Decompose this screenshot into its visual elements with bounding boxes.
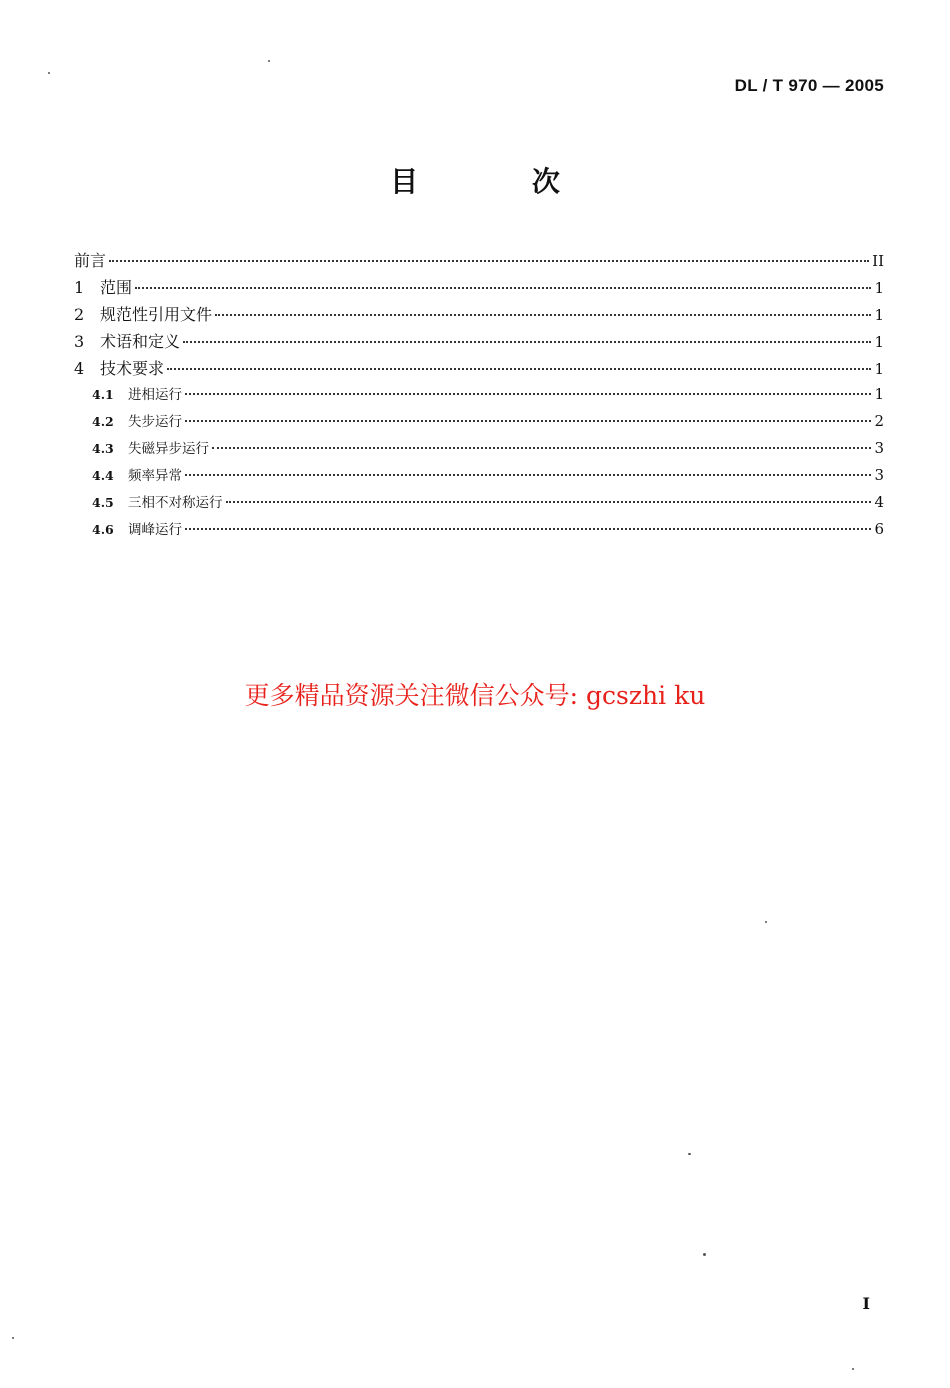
table-of-contents (74, 248, 884, 545)
toc-entry-title: 失步运行 (128, 414, 182, 430)
toc-entry[interactable] (74, 248, 884, 275)
scan-speck (268, 60, 270, 62)
toc-entry-number: 4.5 (92, 495, 114, 510)
toc-leader-dots (109, 259, 869, 262)
page-number: I (862, 1294, 870, 1313)
toc-entry-page: 3 (874, 466, 884, 484)
toc-entry-page: 1 (874, 385, 884, 403)
toc-entry[interactable] (74, 518, 884, 545)
scan-speck (765, 921, 767, 923)
promo-text: 更多精品资源关注微信公众号: gcszhi ku (244, 681, 706, 710)
scan-speck (48, 72, 50, 74)
toc-entry-page: 1 (874, 360, 884, 378)
toc-entry-title: 技术要求 (100, 359, 165, 378)
toc-entry[interactable] (74, 410, 884, 437)
toc-entry-title: 失磁异步运行 (128, 441, 209, 457)
toc-entry[interactable] (74, 275, 884, 302)
scan-speck (12, 1337, 14, 1339)
toc-entry-page: 4 (874, 493, 884, 511)
scan-speck (688, 1153, 691, 1155)
toc-entry-number: 3 (74, 332, 85, 351)
toc-entry-number: 4.3 (92, 441, 114, 456)
toc-leader-dots (212, 446, 871, 449)
toc-entry[interactable] (74, 356, 884, 383)
toc-entry-page: 3 (874, 439, 884, 457)
toc-leader-dots (167, 367, 871, 370)
toc-leader-dots (185, 527, 871, 530)
standard-code: DL / T 970 — 2005 (734, 76, 884, 95)
toc-entry-number: 1 (74, 278, 85, 297)
toc-entry-page: 1 (874, 306, 884, 324)
toc-entry-number: 4.4 (92, 468, 114, 483)
toc-entry-page: 2 (874, 412, 884, 430)
toc-entry[interactable] (74, 383, 884, 410)
toc-leader-dots (215, 313, 871, 316)
toc-entry-number: 4.2 (92, 414, 114, 429)
toc-entry[interactable] (74, 464, 884, 491)
toc-entry-title: 范围 (100, 278, 133, 297)
page-title: 目 次 (390, 165, 612, 198)
toc-entry-page: 1 (874, 279, 884, 297)
toc-entry-number: 4 (74, 359, 85, 378)
toc-entry-title: 规范性引用文件 (100, 305, 213, 324)
toc-entry[interactable] (74, 329, 884, 356)
toc-leader-dots (183, 340, 871, 343)
toc-entry[interactable] (74, 491, 884, 518)
toc-entry-page: II (872, 252, 884, 270)
toc-entry-page: 6 (874, 520, 884, 538)
scan-speck (852, 1368, 854, 1370)
toc-entry-title: 三相不对称运行 (128, 495, 223, 511)
toc-entry[interactable] (74, 302, 884, 329)
toc-entry-page: 1 (874, 333, 884, 351)
toc-entry-title: 前言 (74, 251, 107, 270)
toc-entry-title: 进相运行 (128, 387, 182, 403)
scan-speck (703, 1253, 706, 1256)
toc-entry-title: 频率异常 (128, 468, 182, 484)
toc-leader-dots (185, 473, 871, 476)
toc-entry-number: 4.6 (92, 522, 114, 537)
toc-leader-dots (185, 392, 871, 395)
toc-leader-dots (135, 286, 871, 289)
toc-entry[interactable] (74, 437, 884, 464)
toc-leader-dots (226, 500, 872, 503)
toc-entry-number: 2 (74, 305, 85, 324)
toc-entry-number: 4.1 (92, 387, 114, 402)
toc-entry-title: 调峰运行 (128, 522, 182, 538)
toc-leader-dots (185, 419, 871, 422)
toc-entry-title: 术语和定义 (100, 332, 181, 351)
